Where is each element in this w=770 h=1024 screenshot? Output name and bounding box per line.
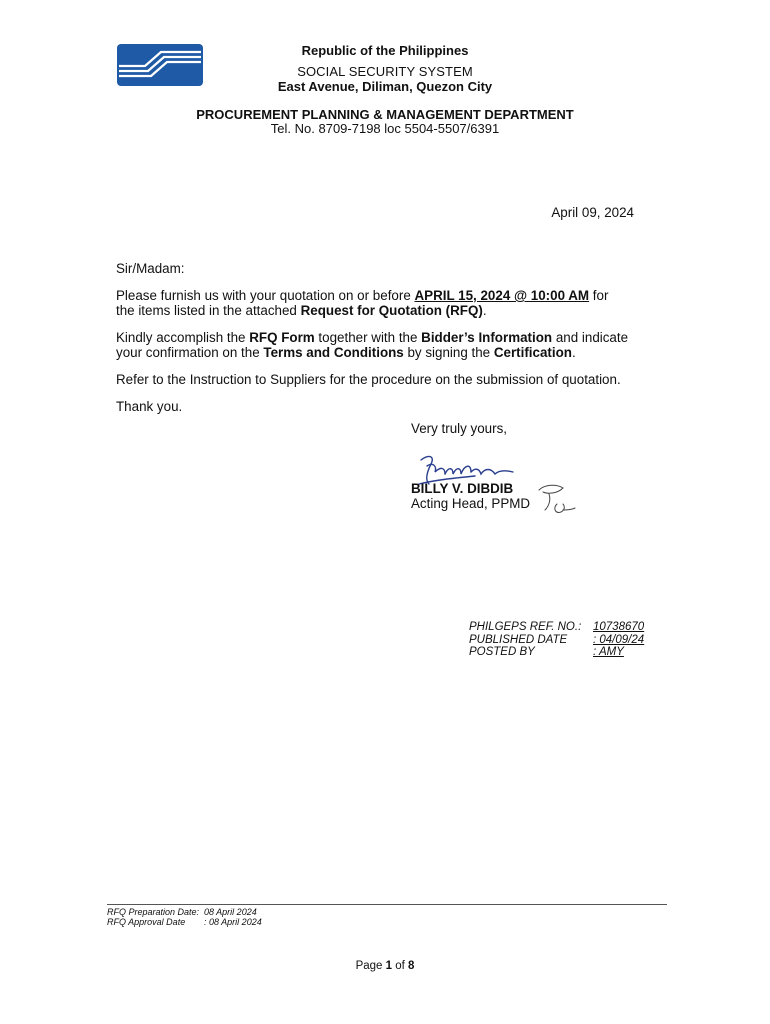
philgeps-block — [469, 621, 669, 659]
letter-date: April 09, 2024 — [551, 205, 634, 220]
header-agency: SOCIAL SECURITY SYSTEM — [297, 64, 473, 79]
closing: Very truly yours, — [411, 421, 507, 436]
header-republic: Republic of the Philippines — [301, 43, 469, 58]
header-department: PROCUREMENT PLANNING & MANAGEMENT DEPARTMENT — [196, 107, 574, 122]
thank-you: Thank you. — [116, 399, 183, 414]
header-address: East Avenue, Diliman, Quezon City — [277, 79, 493, 94]
deadline-text: APRIL 15, 2024 @ 10:00 AM — [414, 288, 590, 303]
salutation: Sir/Madam: — [116, 261, 185, 276]
posted-by-value: : AMY — [593, 646, 624, 658]
page-number: Page 1 of 8 — [355, 960, 415, 972]
philgeps-ref-label: PHILGEPS REF. NO.: — [469, 621, 582, 633]
signatory-title: Acting Head, PPMD — [411, 496, 531, 511]
published-date-label: PUBLISHED DATE — [469, 633, 568, 646]
paragraph-deadline: Please furnish us with your quotation on or before APRIL 15, 2024 @ 10:00 AM for the items listed in the attached Request for Quotation (RFQ). — [116, 288, 609, 318]
initials-mark — [535, 480, 577, 520]
philgeps-ref-value: 10738670 — [593, 621, 645, 633]
signatory-name: BILLY V. DIBDIB — [411, 481, 514, 496]
paragraph-refer: Refer to the Instruction to Suppliers for the procedure on the submission of quotation. — [116, 372, 621, 387]
footer-divider — [107, 904, 667, 905]
published-date-value: : 04/09/24 — [593, 633, 645, 646]
paragraph-instructions: Kindly accomplish the RFQ Form together with the Bidder’s Information and indicate your confirmation on the Terms and Conditions by signing the Certification. — [116, 330, 629, 360]
posted-by-label: POSTED BY — [469, 646, 535, 658]
header-telephone: Tel. No. 8709-7198 loc 5504-5507/6391 — [270, 121, 500, 136]
footer-dates: RFQ Preparation Date: 08 April 2024 RFQ Approval Date : 08 April 2024 — [107, 907, 262, 927]
